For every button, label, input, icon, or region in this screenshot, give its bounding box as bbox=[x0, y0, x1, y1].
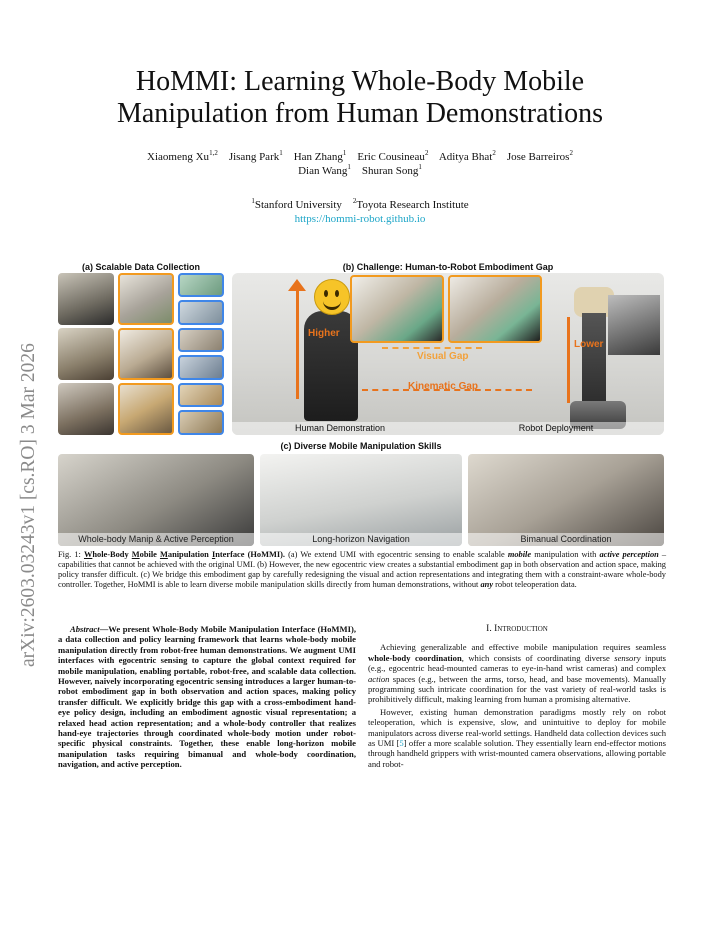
photo-wrist-view-6 bbox=[178, 410, 224, 435]
photo-bimanual bbox=[468, 454, 664, 546]
photo-collector-3 bbox=[58, 383, 114, 435]
label-visual-gap: Visual Gap bbox=[417, 351, 469, 362]
lower-arrow-icon bbox=[567, 317, 570, 403]
author: Dian Wang$^1$ bbox=[298, 163, 351, 177]
photo-ego-view-3 bbox=[118, 383, 174, 435]
label-c2: Long-horizon Navigation bbox=[260, 533, 462, 546]
author: Han Zhang$^1$ bbox=[293, 149, 347, 163]
author-list bbox=[60, 150, 660, 178]
photo-collector-2 bbox=[58, 328, 114, 380]
introduction bbox=[368, 624, 666, 771]
photo-wrist-view-4 bbox=[178, 355, 224, 380]
photo-collector-1 bbox=[58, 273, 114, 325]
visual-gap-line bbox=[382, 347, 482, 349]
arxiv-stamp bbox=[8, 262, 44, 672]
abstract bbox=[58, 624, 356, 770]
affiliations: $^1$Stanford University $^2$Toyota Research Institute https://hommi-robot.github.io bbox=[251, 197, 469, 225]
higher-arrow-icon bbox=[296, 287, 299, 399]
figure-caption: Fig. 1: Whole-Body Mobile Manipulation Interface (HoMMI). (a) We extend UMI with egocentric sensing to enable scalable mobile manipulation with active perception – capabilities that cannot be achieved with the original UMI. (b) However, the new egocentric view creates a substantial embodiment gap in both observation and action space, making policy transfer difficult. (c) We bridge this embodiment gap by carefully redesigning the visual and action representations and integrating them with a constraint-aware whole-body controller. Together, HoMMI is able to learn diverse mobile manipulation skills directly from human demonstrations, without any robot teleoperation data. bbox=[58, 550, 667, 589]
paper-title bbox=[60, 66, 660, 130]
citation-link[interactable]: 5 bbox=[399, 738, 404, 749]
panel-a-photos bbox=[58, 273, 224, 435]
affiliation-1: Stanford University bbox=[254, 199, 342, 211]
photo-wrist-view-2 bbox=[178, 300, 224, 325]
author: Jisang Park$^1$ bbox=[228, 149, 283, 163]
author: Shuran Song$^1$ bbox=[361, 163, 422, 177]
label-c1: Whole-body Manip & Active Perception bbox=[58, 533, 254, 546]
intro-paragraph-2: However, existing human demonstration paradigms mostly rely on robot teleoperation, which is expensive, slow, and unintuitive to deploy for mobile manipulators across diverse real-world settings. Handheld data collection devices such as UMI [5] offer a more scalable solution. They essentially learn end-effector motions through handheld grippers with wrist-mounted camera observations, allowing portable and robot- bbox=[368, 706, 666, 769]
robot-torso bbox=[582, 313, 606, 409]
photo-whole-body-manip bbox=[58, 454, 254, 546]
panel-c-label: (c) Diverse Mobile Manipulation Skills bbox=[280, 441, 442, 451]
abstract-label: Abstract bbox=[70, 624, 100, 634]
photo-ego-view-1 bbox=[118, 273, 174, 325]
label-kinematic-gap: Kinematic Gap bbox=[408, 381, 479, 392]
title-line-1: HoMMI: Learning Whole-Body Mobile bbox=[135, 66, 585, 97]
photo-ego-view-2 bbox=[118, 328, 174, 380]
abstract-text: —We present Whole-Body Mobile Manipulation Interface (HoMMI), a data collection and policy learning framework that learns whole-body mobile manipulation directly from robot-free human demonstrations. We augment UMI interfaces with egocentric sensing to capture the global context required for mobile manipulation, enabling portable, robot-free, and scalable data collection. However, naively incorporating egocentric sensing introduces a larger human-to-robot embodiment gap in both observation and action spaces, making policy transfer difficult. We explicitly bridge this gap with a cross-embodiment hand-eye policy design, including an embodiment agnostic visual representation; a relaxed head action representation; and a whole-body controller that realizes hand-eye trajectories through coordinated whole-body motion under robot-specific physical constraints. Together, these enable long-horizon mobile manipulation tasks requiring bimanual and whole-body coordination, navigation, and active perception. bbox=[58, 624, 356, 770]
intro-paragraph-1: Achieving generalizable and effective mobile manipulation requires seamless whole-body coordination, which consists of coordinating diverse sensory inputs (e.g., egocentric head-mounted cameras to eye-in-hand wrist cameras) and complex action spaces (e.g., between the arms, torso, head, and base movements). Manually programming such intricate coordination for the vast variety of real-world tasks is prohibitively difficult, making learning from human a promising alternative. bbox=[368, 642, 666, 705]
panel-c-photos bbox=[58, 454, 664, 546]
project-link[interactable]: https://hommi-robot.github.io bbox=[294, 213, 426, 225]
label-human-demo: Human Demonstration bbox=[232, 422, 448, 435]
robot-arm bbox=[608, 295, 660, 355]
author: Aditya Bhat$^2$ bbox=[438, 149, 496, 163]
label-robot-deploy: Robot Deployment bbox=[448, 422, 664, 435]
photo-wrist-view-1 bbox=[178, 273, 224, 297]
arxiv-id: arXiv:2603.03243v1 [cs.RO] 3 Mar 2026 bbox=[18, 343, 39, 667]
arrow-head-up-icon bbox=[288, 279, 306, 291]
author: Xiaomeng Xu$^{1,2}$ bbox=[147, 149, 218, 163]
panel-a-label: (a) Scalable Data Collection bbox=[81, 262, 201, 272]
title-line-2: Manipulation from Human Demonstrations bbox=[116, 98, 604, 129]
photo-wrist-view-5 bbox=[178, 383, 224, 407]
photo-wrist-view-3 bbox=[178, 328, 224, 352]
author: Eric Cousineau$^2$ bbox=[357, 149, 429, 163]
label-lower: Lower bbox=[574, 339, 604, 350]
section-heading: I. Introduction bbox=[486, 624, 548, 634]
smiley-face-icon bbox=[314, 279, 350, 315]
label-c3: Bimanual Coordination bbox=[468, 533, 664, 546]
author: Jose Barreiros$^2$ bbox=[506, 149, 573, 163]
panel-b-label: (b) Challenge: Human-to-Robot Embodiment Gap bbox=[342, 262, 554, 272]
panel-b-image bbox=[232, 273, 664, 435]
label-higher: Higher bbox=[308, 328, 340, 339]
inset-human-ego-view bbox=[350, 275, 444, 343]
inset-robot-ego-view bbox=[448, 275, 542, 343]
photo-long-horizon-nav bbox=[260, 454, 462, 546]
affiliation-2: Toyota Research Institute bbox=[356, 199, 469, 211]
